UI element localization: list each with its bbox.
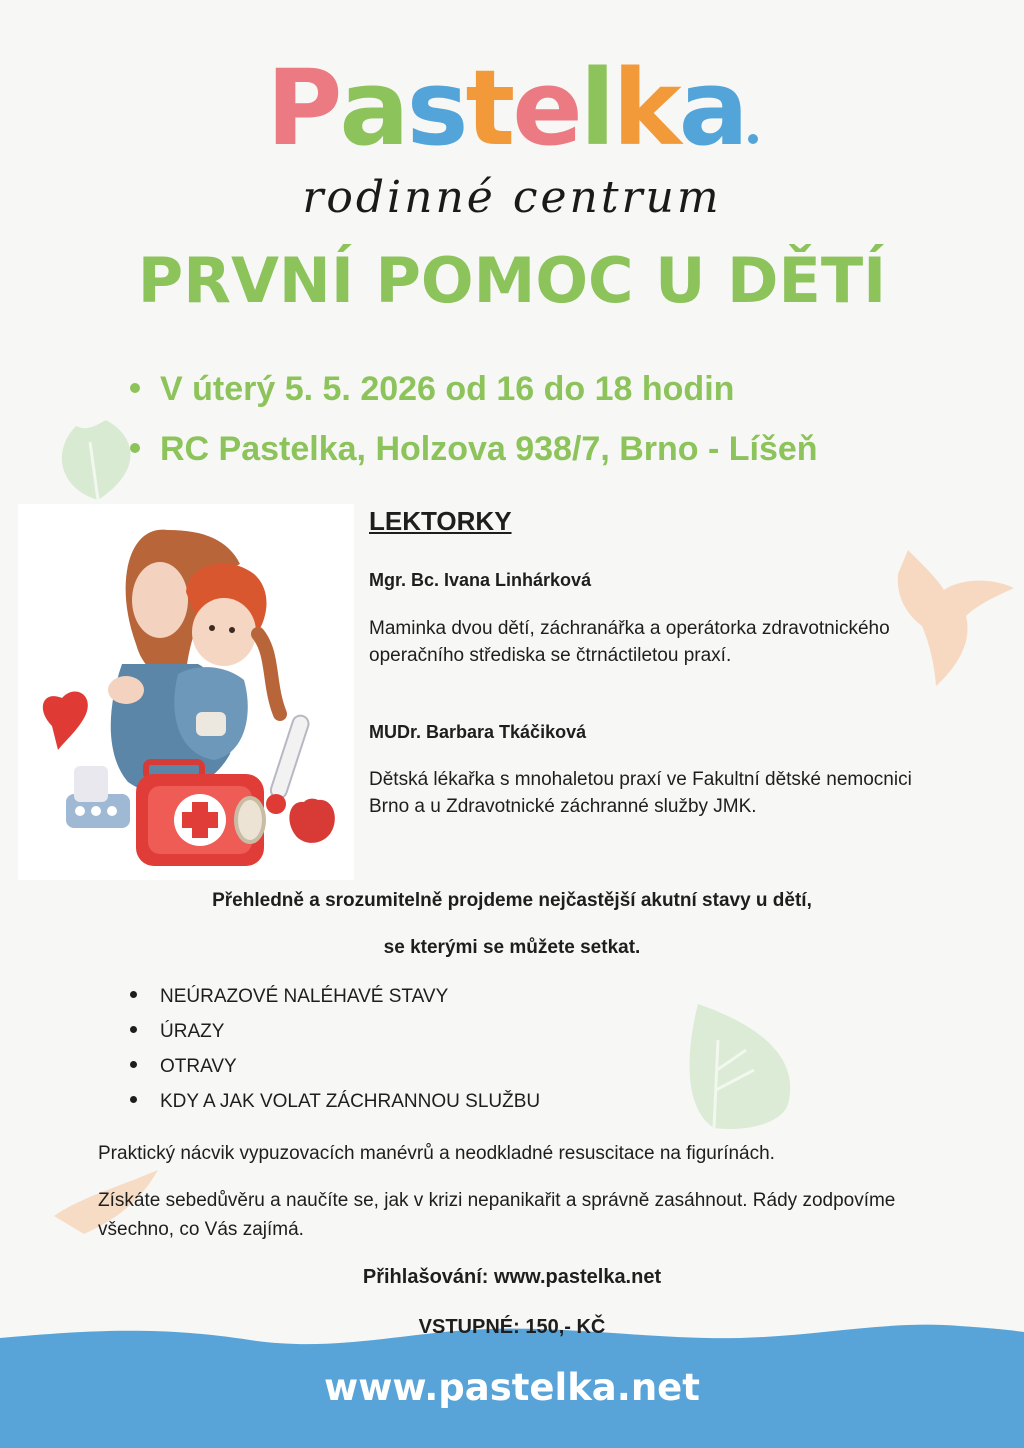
intro-line-1: Přehledně a srozumitelně projdeme nejčastější akutní stavy u dětí,	[212, 890, 812, 911]
lecturer-2-name: MUDr. Barbara Tkáčiková	[369, 722, 587, 742]
entry-fee: VSTUPNÉ: 150,- KČ	[418, 1316, 606, 1338]
logo-letter-e: e	[512, 47, 580, 169]
event-date-text: V úterý 5. 5. 2026 od 16 do 18 hodin	[160, 370, 735, 408]
topic-text: KDY A JAK VOLAT ZÁCHRANNOU SLUŽBU	[160, 1091, 541, 1112]
topics-list	[130, 983, 540, 1123]
logo-subtitle: rodinné centrum	[302, 172, 722, 223]
list-item	[130, 1088, 540, 1123]
footer-url[interactable]: www.pastelka.net	[324, 1366, 700, 1409]
logo-letter-a2: a	[678, 47, 746, 169]
event-place	[130, 430, 818, 469]
logo-letter-a: a	[339, 47, 407, 169]
bullet-icon	[130, 443, 140, 453]
intro-line-2: se kterými se můžete setkat.	[383, 937, 641, 958]
event-place-text: RC Pastelka, Holzova 938/7, Brno - Líšeň	[160, 430, 818, 468]
confidence-paragraph: Získáte sebedůvěru a naučíte se, jak v krizi nepanikařit a správně zasáhnout. Rády zodpovíme všechno, co Vás zajímá.	[98, 1190, 896, 1240]
bullet-icon	[130, 383, 140, 393]
bullet-icon	[130, 991, 137, 998]
event-date	[130, 370, 734, 409]
lecturer-1-description: Maminka dvou dětí, záchranářka a operátorka zdravotnického operačního střediska se čtrnáctiletou praxí.	[369, 618, 890, 666]
registration-text: Přihlašování: www.pastelka.net	[362, 1266, 662, 1288]
mother-child-illustration	[18, 504, 354, 880]
logo-letter-t: t	[465, 47, 513, 169]
logo-letter-l: l	[579, 47, 613, 169]
green-leaf-right-decoration	[684, 1000, 808, 1134]
list-item	[130, 1018, 540, 1053]
lecturer-2-description: Dětská lékařka s mnohaletou praxí ve Fakultní dětské nemocnici Brno a u Zdravotnické záchranné služby JMK.	[369, 769, 912, 817]
topic-text: ÚRAZY	[160, 1021, 225, 1042]
page-title: PRVNÍ POMOC U DĚTÍ	[137, 244, 887, 317]
logo-wordmark	[266, 47, 758, 169]
practice-paragraph: Praktický nácvik vypuzovacích manévrů a neodkladné resuscitace na figurínách.	[98, 1143, 775, 1164]
pastelka-logo	[0, 47, 1024, 169]
bullet-icon	[130, 1061, 137, 1068]
topic-text: OTRAVY	[160, 1056, 237, 1077]
list-item	[130, 1053, 540, 1088]
logo-letter-s: s	[406, 47, 466, 169]
lecturer-1-name: Mgr. Bc. Ivana Linhárková	[369, 570, 592, 590]
logo-letter-k: k	[612, 47, 679, 169]
lecturers-heading: LEKTORKY	[369, 506, 512, 536]
logo-letter-p: P	[266, 47, 340, 169]
bullet-icon	[130, 1096, 137, 1103]
orange-bird-decoration	[888, 540, 1018, 690]
list-item	[130, 983, 540, 1018]
logo-dot-icon	[748, 134, 758, 144]
bullet-icon	[130, 1026, 137, 1033]
topic-text: NEÚRAZOVÉ NALÉHAVÉ STAVY	[160, 986, 449, 1007]
